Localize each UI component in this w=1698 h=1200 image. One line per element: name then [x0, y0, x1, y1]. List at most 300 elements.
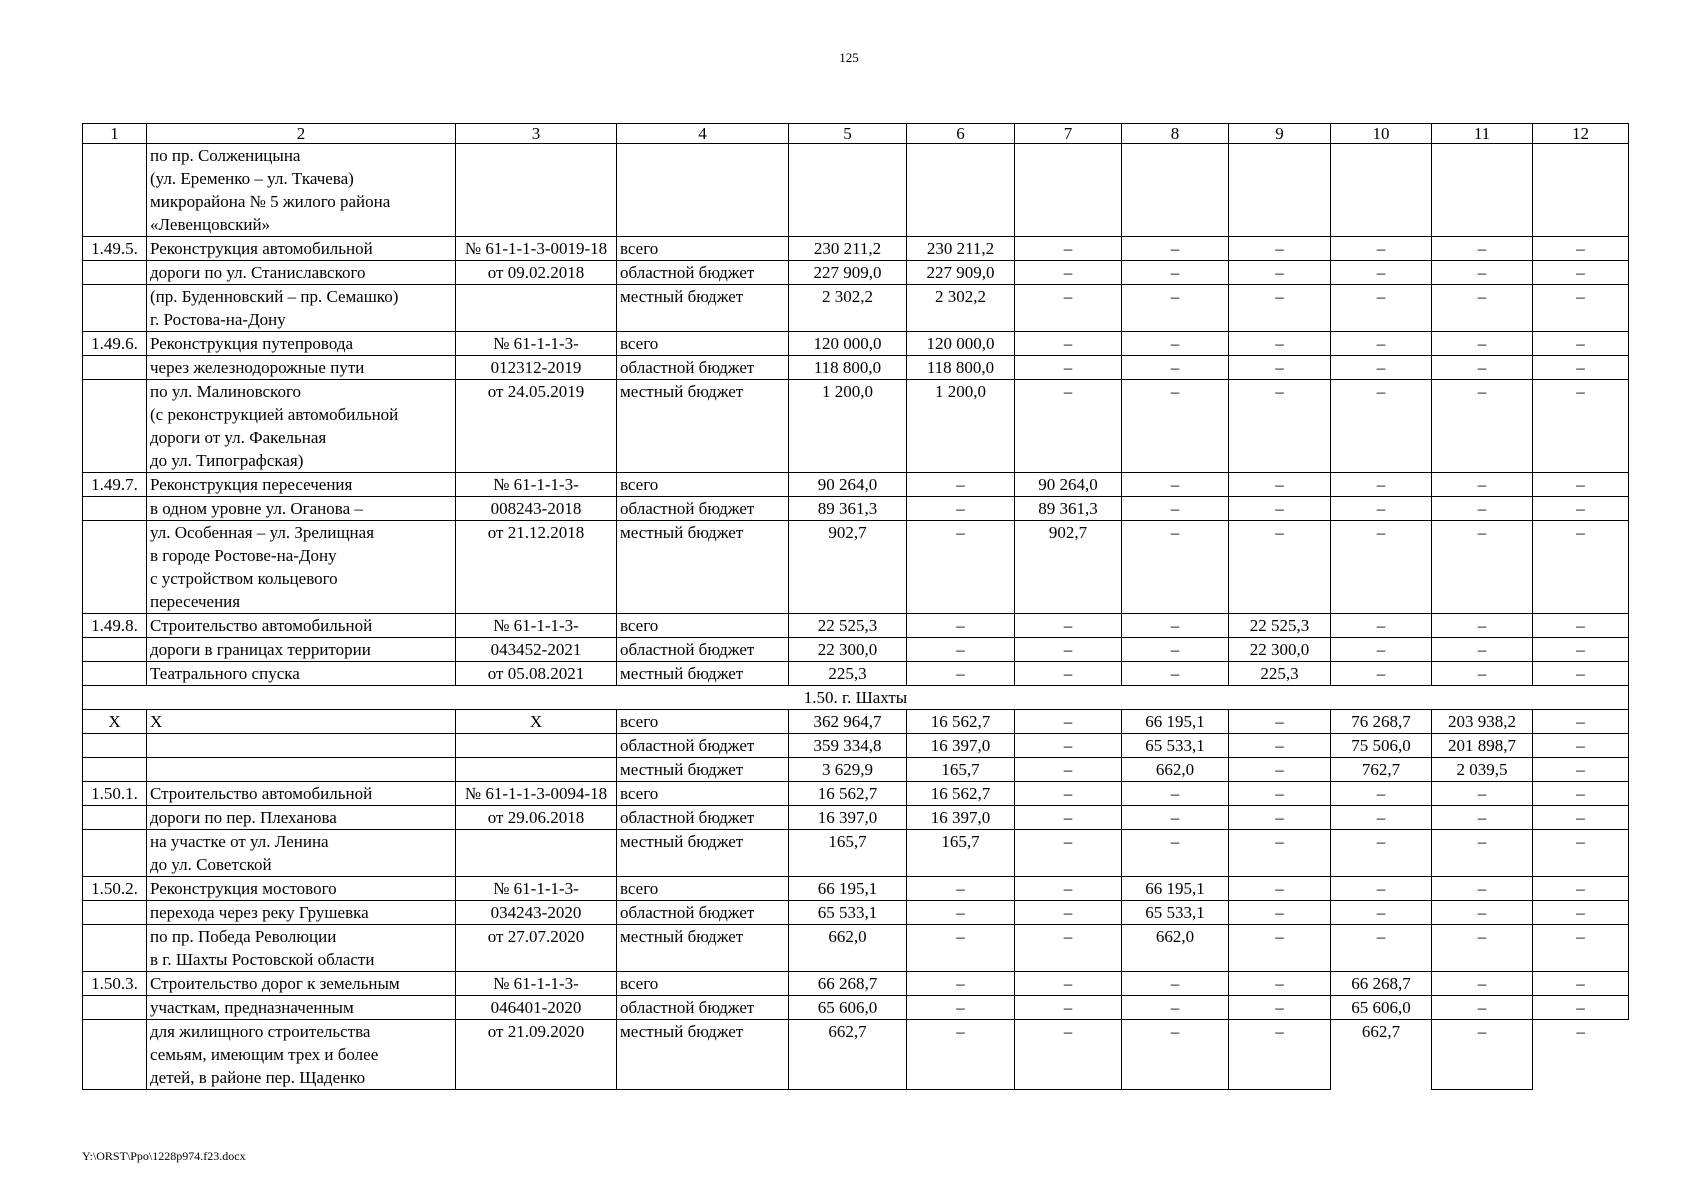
table-cell: местный бюджет	[617, 521, 789, 614]
column-header: 1	[83, 124, 147, 144]
table-cell: 16 397,0	[789, 806, 907, 830]
table-cell: –	[1533, 356, 1629, 380]
table-cell: –	[1331, 332, 1432, 356]
table-cell: 225,3	[789, 662, 907, 686]
table-cell: –	[1015, 710, 1122, 734]
table-cell: –	[1122, 996, 1229, 1020]
column-header: 4	[617, 124, 789, 144]
table-row	[83, 285, 1629, 332]
table-cell: –	[1533, 806, 1629, 830]
table-cell: –	[1122, 356, 1229, 380]
table-cell: № 61-1-1-3-0094-18	[456, 782, 617, 806]
table-row	[83, 1020, 1629, 1090]
table-cell: –	[1015, 237, 1122, 261]
table-cell: 1 200,0	[907, 380, 1015, 473]
table-cell: –	[1331, 356, 1432, 380]
financing-table	[82, 123, 1629, 1090]
table-cell: 65 533,1	[789, 901, 907, 925]
table-cell: Реконструкция автомобильной	[147, 237, 456, 261]
table-cell: 120 000,0	[789, 332, 907, 356]
table-cell: Строительство автомобильной	[147, 782, 456, 806]
table-cell: на участке от ул. Ленина до ул. Советской	[147, 830, 456, 877]
table-row	[83, 996, 1629, 1020]
table-cell: –	[1533, 996, 1629, 1020]
table-row	[83, 925, 1629, 972]
table-cell: 65 533,1	[1122, 734, 1229, 758]
table-cell: № 61-1-1-3-	[456, 473, 617, 497]
table-cell: –	[1533, 614, 1629, 638]
table-cell	[456, 830, 617, 877]
table-cell: Строительство дорог к земельным	[147, 972, 456, 996]
table-cell	[1331, 144, 1432, 237]
table-cell	[83, 996, 147, 1020]
table-cell: –	[1331, 782, 1432, 806]
table-cell: –	[1533, 285, 1629, 332]
table-cell: –	[1432, 261, 1533, 285]
table-cell: 043452-2021	[456, 638, 617, 662]
table-cell: –	[1015, 782, 1122, 806]
table-cell: –	[907, 497, 1015, 521]
table-cell: 65 606,0	[1331, 996, 1432, 1020]
table-cell	[83, 925, 147, 972]
table-cell: –	[1015, 638, 1122, 662]
table-cell: областной бюджет	[617, 497, 789, 521]
table-cell: областной бюджет	[617, 734, 789, 758]
table-cell: –	[1331, 662, 1432, 686]
table-cell: –	[1122, 1020, 1229, 1090]
table-cell: –	[1015, 758, 1122, 782]
table-cell: 16 562,7	[907, 782, 1015, 806]
table-cell: 225,3	[1229, 662, 1331, 686]
table-cell: дороги по ул. Станиславского	[147, 261, 456, 285]
table-cell: –	[1432, 996, 1533, 1020]
table-cell: –	[1229, 521, 1331, 614]
table-cell: 1.50.3.	[83, 972, 147, 996]
table-cell: 662,0	[1122, 758, 1229, 782]
table-cell: –	[1533, 972, 1629, 996]
column-header: 11	[1432, 124, 1533, 144]
table-cell	[83, 734, 147, 758]
table-cell: перехода через реку Грушевка	[147, 901, 456, 925]
table-cell: Х	[147, 710, 456, 734]
table-row	[83, 261, 1629, 285]
table-cell: 1.49.6.	[83, 332, 147, 356]
table-cell	[1533, 144, 1629, 237]
table-cell: всего	[617, 237, 789, 261]
table-cell	[907, 144, 1015, 237]
table-cell	[83, 662, 147, 686]
table-cell: –	[1229, 877, 1331, 901]
table-cell: 902,7	[1015, 521, 1122, 614]
table-cell: по ул. Малиновского (с реконструкцией автомобильной дороги от ул. Факельная до ул. Типографская)	[147, 380, 456, 473]
table-cell	[83, 497, 147, 521]
table-cell: по пр. Солженицына (ул. Еременко – ул. Ткачева) микрорайона № 5 жилого района «Левенцовский»	[147, 144, 456, 237]
table-cell: от 21.12.2018	[456, 521, 617, 614]
table-cell: –	[1015, 332, 1122, 356]
table-cell: –	[907, 877, 1015, 901]
table-cell: –	[1533, 734, 1629, 758]
table-cell: –	[1331, 521, 1432, 614]
table-row	[83, 710, 1629, 734]
table-row	[83, 662, 1629, 686]
table-cell: местный бюджет	[617, 285, 789, 332]
table-cell: ул. Особенная – ул. Зрелищная в городе Ростове-на-Дону с устройством кольцевого пересечения	[147, 521, 456, 614]
table-cell: от 09.02.2018	[456, 261, 617, 285]
table-row	[83, 497, 1629, 521]
table-cell: –	[907, 996, 1015, 1020]
table-cell: –	[1122, 285, 1229, 332]
table-cell: –	[1533, 782, 1629, 806]
table-cell	[83, 806, 147, 830]
page-number: 125	[839, 50, 859, 65]
table-cell: 1.49.7.	[83, 473, 147, 497]
table-cell: –	[1122, 473, 1229, 497]
table-cell: –	[1122, 237, 1229, 261]
table-cell: 16 562,7	[789, 782, 907, 806]
table-cell: 2 302,2	[789, 285, 907, 332]
table-cell: –	[1576, 1022, 1585, 1041]
table-cell: всего	[617, 782, 789, 806]
table-cell: Х	[83, 710, 147, 734]
table-cell	[456, 285, 617, 332]
table-cell: от 27.07.2020	[456, 925, 617, 972]
table-cell: –	[1229, 806, 1331, 830]
table-cell: –	[907, 638, 1015, 662]
table-row	[83, 356, 1629, 380]
table-cell: № 61-1-1-3-	[456, 877, 617, 901]
table-cell: –	[1533, 380, 1629, 473]
table-cell: местный бюджет	[617, 830, 789, 877]
table-cell: –	[1229, 734, 1331, 758]
table-cell: –	[1015, 806, 1122, 830]
table-cell	[617, 144, 789, 237]
table-cell: –	[1015, 830, 1122, 877]
table-cell: местный бюджет	[617, 662, 789, 686]
table-cell	[83, 830, 147, 877]
table-cell: –	[1331, 901, 1432, 925]
table-cell: –	[1432, 830, 1533, 877]
table-cell: № 61-1-1-3-	[456, 614, 617, 638]
table-cell: –	[1432, 638, 1533, 662]
column-header: 5	[789, 124, 907, 144]
table-cell: 75 506,0	[1331, 734, 1432, 758]
table-cell: 120 000,0	[907, 332, 1015, 356]
table-cell: 66 195,1	[1122, 877, 1229, 901]
table-cell: всего	[617, 473, 789, 497]
table-cell: Реконструкция мостового	[147, 877, 456, 901]
table-cell	[456, 758, 617, 782]
table-cell: 034243-2020	[456, 901, 617, 925]
table-cell: –	[1122, 782, 1229, 806]
table-cell: 89 361,3	[789, 497, 907, 521]
table-cell: областной бюджет	[617, 356, 789, 380]
table-cell: –	[1533, 830, 1629, 877]
table-cell: –	[1533, 473, 1629, 497]
table-cell: –	[1122, 261, 1229, 285]
table-cell: Театрального спуска	[147, 662, 456, 686]
table-cell: от 05.08.2021	[456, 662, 617, 686]
table-row	[83, 638, 1629, 662]
table-cell: –	[1432, 972, 1533, 996]
file-path-footer: Y:\ORST\Ppo\1228p974.f23.docx	[82, 1149, 246, 1163]
table-cell: –	[1122, 972, 1229, 996]
table-cell: всего	[617, 614, 789, 638]
table-cell: –	[1533, 497, 1629, 521]
table-cell: 662,7	[1361, 1022, 1401, 1041]
table-cell: –	[1331, 237, 1432, 261]
table-cell: 22 525,3	[1229, 614, 1331, 638]
table-cell: 662,0	[789, 925, 907, 972]
table-cell: от 21.09.2020	[456, 1020, 617, 1090]
table-cell: –	[1533, 237, 1629, 261]
table-cell: –	[1015, 662, 1122, 686]
table-cell: 1.49.8.	[83, 614, 147, 638]
table-cell: –	[907, 521, 1015, 614]
table-cell: –	[1432, 332, 1533, 356]
table-cell: –	[1432, 497, 1533, 521]
table-cell: дороги в границах территории	[147, 638, 456, 662]
table-cell: 362 964,7	[789, 710, 907, 734]
table-cell: 008243-2018	[456, 497, 617, 521]
table-cell: 16 562,7	[907, 710, 1015, 734]
table-cell: –	[1331, 830, 1432, 877]
column-header: 8	[1122, 124, 1229, 144]
table-cell: № 61-1-1-3-0019-18	[456, 237, 617, 261]
table-cell: –	[1432, 901, 1533, 925]
table-cell: 1.49.5.	[83, 237, 147, 261]
column-header: 10	[1331, 124, 1432, 144]
table-cell: всего	[617, 332, 789, 356]
table-cell: 165,7	[907, 830, 1015, 877]
table-row	[83, 972, 1629, 996]
table-cell: всего	[617, 877, 789, 901]
table-cell: –	[1229, 380, 1331, 473]
table-cell: –	[1229, 261, 1331, 285]
table-cell: –	[1015, 996, 1122, 1020]
table-cell: Реконструкция путепровода	[147, 332, 456, 356]
header-row	[83, 124, 1629, 144]
table-cell: 902,7	[789, 521, 907, 614]
table-cell: –	[1432, 806, 1533, 830]
table-cell: 66 268,7	[789, 972, 907, 996]
table-cell: –	[907, 901, 1015, 925]
table-cell: 65 533,1	[1122, 901, 1229, 925]
table-cell	[1229, 144, 1331, 237]
table-cell: –	[1432, 877, 1533, 901]
table-cell: –	[1432, 473, 1533, 497]
table-cell	[83, 901, 147, 925]
table-cell: 762,7	[1331, 758, 1432, 782]
table-cell: 230 211,2	[789, 237, 907, 261]
table-cell: областной бюджет	[617, 638, 789, 662]
table-row	[83, 473, 1629, 497]
table-cell: –	[1331, 497, 1432, 521]
column-header: 2	[147, 124, 456, 144]
table-cell: –	[1229, 901, 1331, 925]
table-cell: –	[907, 473, 1015, 497]
table-row	[83, 144, 1629, 237]
table-cell: 2 039,5	[1432, 758, 1533, 782]
table-cell: 16 397,0	[907, 806, 1015, 830]
table-cell	[147, 758, 456, 782]
table-cell: –	[1229, 237, 1331, 261]
table-cell: 227 909,0	[789, 261, 907, 285]
table-cell: –	[1229, 285, 1331, 332]
table-cell: 201 898,7	[1432, 734, 1533, 758]
table-cell: –	[1229, 925, 1331, 972]
table-cell: 1.50.2.	[83, 877, 147, 901]
table-cell: –	[1432, 662, 1533, 686]
table-cell: –	[1533, 925, 1629, 972]
table-cell: 90 264,0	[789, 473, 907, 497]
table-cell: –	[1229, 710, 1331, 734]
table-cell: –	[1122, 380, 1229, 473]
table-cell: всего	[617, 972, 789, 996]
table-cell: местный бюджет	[617, 758, 789, 782]
table-row	[83, 734, 1629, 758]
table-cell: № 61-1-1-3-	[456, 332, 617, 356]
table-cell: –	[1331, 473, 1432, 497]
table-cell	[456, 144, 617, 237]
table-cell: областной бюджет	[617, 806, 789, 830]
table-cell: –	[1229, 758, 1331, 782]
table-cell: –	[1533, 758, 1629, 782]
table-cell: –	[1432, 1020, 1533, 1090]
table-row	[83, 806, 1629, 830]
table-cell: 89 361,3	[1015, 497, 1122, 521]
table-cell: 76 268,7	[1331, 710, 1432, 734]
table-cell	[83, 285, 147, 332]
table-cell: –	[1229, 473, 1331, 497]
table-cell: местный бюджет	[617, 1020, 789, 1090]
table-cell	[456, 734, 617, 758]
table-cell: –	[1331, 380, 1432, 473]
table-cell: 203 938,2	[1432, 710, 1533, 734]
table-row	[83, 614, 1629, 638]
table-cell: Х	[456, 710, 617, 734]
table-cell	[1432, 144, 1533, 237]
column-header: 3	[456, 124, 617, 144]
table-cell: 22 525,3	[789, 614, 907, 638]
table-cell: –	[1432, 782, 1533, 806]
table-cell: –	[907, 662, 1015, 686]
table-cell: 165,7	[907, 758, 1015, 782]
table-cell: 65 606,0	[789, 996, 907, 1020]
table-cell: 227 909,0	[907, 261, 1015, 285]
table-cell: –	[1122, 638, 1229, 662]
table-cell: Строительство автомобильной	[147, 614, 456, 638]
table-cell: –	[1533, 261, 1629, 285]
table-cell: 118 800,0	[789, 356, 907, 380]
table-cell: –	[1122, 830, 1229, 877]
column-header: 9	[1229, 124, 1331, 144]
table-cell: –	[1122, 332, 1229, 356]
table-cell: 1 200,0	[789, 380, 907, 473]
table-cell: от 29.06.2018	[456, 806, 617, 830]
table-cell	[83, 521, 147, 614]
table-row	[83, 782, 1629, 806]
table-row	[83, 877, 1629, 901]
section-row	[83, 686, 1629, 710]
table-row	[83, 521, 1629, 614]
table-cell: –	[1015, 380, 1122, 473]
table-cell: местный бюджет	[617, 925, 789, 972]
table-cell: –	[1432, 925, 1533, 972]
table-cell: 012312-2019	[456, 356, 617, 380]
column-header: 6	[907, 124, 1015, 144]
table-cell: –	[907, 925, 1015, 972]
table-cell: –	[1432, 521, 1533, 614]
table-cell: –	[1533, 332, 1629, 356]
table-cell: –	[1122, 521, 1229, 614]
table-cell: 046401-2020	[456, 996, 617, 1020]
table-cell: –	[1122, 497, 1229, 521]
table-cell: –	[1122, 806, 1229, 830]
table-cell: 662,0	[1122, 925, 1229, 972]
table-cell	[83, 144, 147, 237]
table-cell: 662,7	[789, 1020, 907, 1090]
table-cell: –	[1015, 261, 1122, 285]
table-row	[83, 332, 1629, 356]
table-row	[83, 901, 1629, 925]
table-cell: –	[1015, 356, 1122, 380]
table-cell	[1015, 144, 1122, 237]
table-cell: –	[1331, 806, 1432, 830]
table-cell: 1.50.1.	[83, 782, 147, 806]
table-cell: –	[1533, 662, 1629, 686]
table-cell	[147, 734, 456, 758]
table-row	[83, 237, 1629, 261]
table-cell: –	[1015, 614, 1122, 638]
table-cell: –	[1432, 356, 1533, 380]
table-cell: 118 800,0	[907, 356, 1015, 380]
section-title: 1.50. г. Шахты	[83, 686, 1629, 710]
table-cell: 66 268,7	[1331, 972, 1432, 996]
table-cell: –	[1432, 285, 1533, 332]
table-cell: –	[1432, 237, 1533, 261]
table-row	[83, 830, 1629, 877]
table-cell: –	[1122, 614, 1229, 638]
table-cell	[83, 261, 147, 285]
table-cell: –	[1331, 285, 1432, 332]
table-cell: местный бюджет	[617, 380, 789, 473]
table-cell: –	[1229, 996, 1331, 1020]
table-cell: –	[1432, 614, 1533, 638]
column-header: 7	[1015, 124, 1122, 144]
table-cell	[83, 758, 147, 782]
table-cell: –	[907, 972, 1015, 996]
table-cell: –	[1533, 521, 1629, 614]
table-cell: 165,7	[789, 830, 907, 877]
table-cell: –	[1015, 285, 1122, 332]
table-cell: дороги по пер. Плеханова	[147, 806, 456, 830]
table-cell: –	[1331, 614, 1432, 638]
table-row	[83, 758, 1629, 782]
table-cell: –	[1533, 638, 1629, 662]
table-cell: 2 302,2	[907, 285, 1015, 332]
table-cell: (пр. Буденновский – пр. Семашко) г. Ростова-на-Дону	[147, 285, 456, 332]
column-header: 12	[1533, 124, 1629, 144]
table-cell: 16 397,0	[907, 734, 1015, 758]
table-cell: –	[907, 614, 1015, 638]
table-cell: областной бюджет	[617, 901, 789, 925]
table-cell	[789, 144, 907, 237]
table-cell: –	[1122, 662, 1229, 686]
table-cell: всего	[617, 710, 789, 734]
table-cell: –	[1015, 901, 1122, 925]
table-cell: по пр. Победа Революции в г. Шахты Ростовской области	[147, 925, 456, 972]
table-cell: –	[1331, 638, 1432, 662]
